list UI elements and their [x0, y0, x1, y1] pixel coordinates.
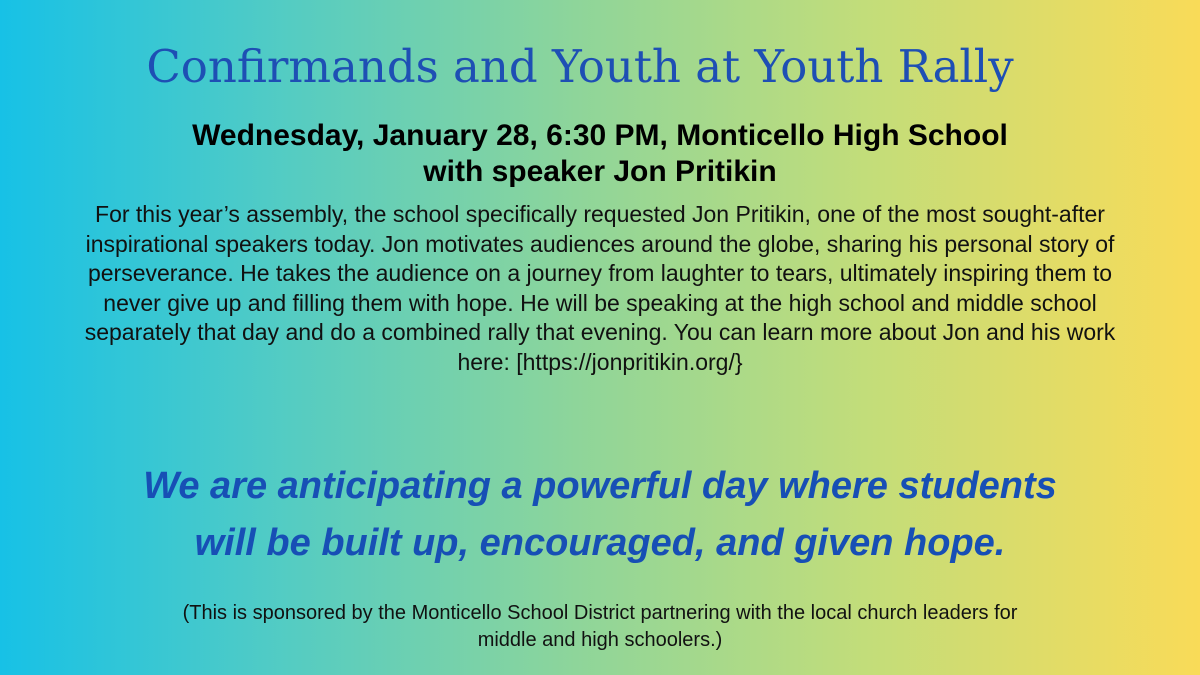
- event-description: For this year’s assembly, the school specifically requested Jon Pritikin, one of the most sought-after inspirational speakers today. Jon motivates audiences around the globe, sharing his personal story of perseverance. He takes the audience on a journey from laughter to tears, ultimately inspiring them to never give up and filling them with hope. He will be speaking at the high school and middle school separately that day and do a combined rally that evening. You can learn more about Jon and his work here: [https://jonpritikin.org/}: [84, 201, 1116, 375]
- slide-title: Confirmands and Youth at Youth Rally: [146, 40, 1014, 93]
- event-date-location: Wednesday, January 28, 6:30 PM, Monticello High School: [192, 119, 1008, 152]
- sponsor-note-line-2: middle and high schoolers.): [477, 629, 723, 651]
- event-speaker: with speaker Jon Pritikin: [423, 155, 777, 188]
- highlight-line-2: will be built up, encouraged, and given hope.: [194, 522, 1006, 564]
- highlight-line-1: We are anticipating a powerful day where students: [143, 465, 1057, 507]
- sponsor-note-line-1: (This is sponsored by the Monticello School District partnering with the local church leaders for: [182, 602, 1018, 624]
- event-details-heading: [0, 118, 1200, 190]
- highlight-quote: [40, 458, 1160, 572]
- sponsor-note: [60, 600, 1140, 654]
